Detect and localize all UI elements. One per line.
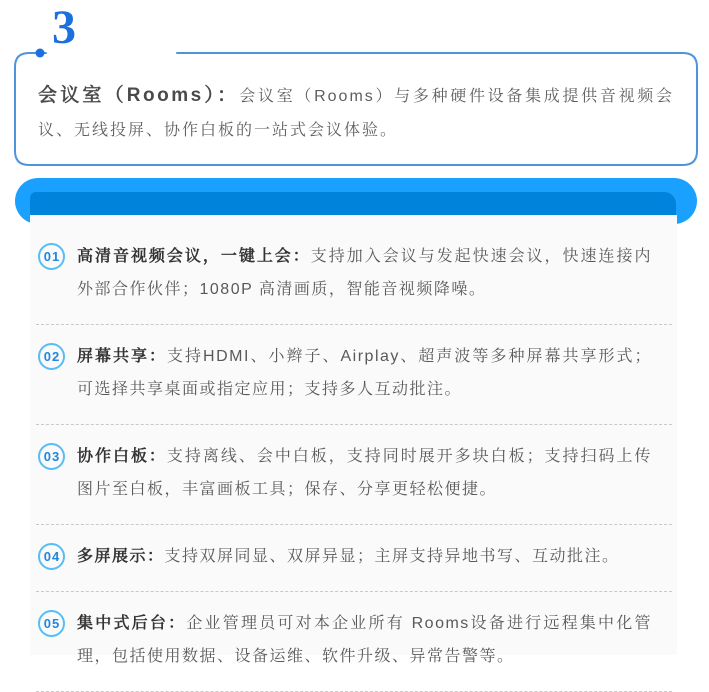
feature-item-1 bbox=[36, 225, 672, 325]
intro-paragraph bbox=[38, 79, 674, 148]
intro-title: 会议室（Rooms）： bbox=[38, 85, 240, 106]
feature-item-5 bbox=[36, 592, 672, 692]
feature-text bbox=[77, 340, 652, 406]
feature-title: 协作白板： bbox=[77, 448, 167, 465]
feature-number-badge: 03 bbox=[38, 443, 65, 470]
feature-number-badge: 04 bbox=[38, 543, 65, 570]
feature-desc: 支持离线、会中白板，支持同时展开多块白板；支持扫码上传图片至白板，丰富画板工具；保存、分享更轻松便捷。 bbox=[77, 448, 652, 498]
feature-text bbox=[77, 240, 652, 306]
feature-title: 屏幕共享： bbox=[77, 348, 168, 365]
feature-desc: 支持HDMI、小辫子、Airplay、超声波等多种屏幕共享形式；可选择共享桌面或指定应用；支持多人互动批注。 bbox=[77, 348, 652, 398]
feature-desc: 支持加入会议与发起快速会议，快速连接内外部合作伙伴；1080P 高清画质，智能音视频降噪。 bbox=[77, 248, 652, 298]
feature-title: 高清音视频会议，一键上会： bbox=[77, 248, 311, 265]
intro-body: 会议室（Rooms）与多种硬件设备集成提供音视频会议、无线投屏、协作白板的一站式会议体验。 bbox=[38, 88, 674, 139]
feature-number-badge: 05 bbox=[38, 610, 65, 637]
feature-item-2 bbox=[36, 325, 672, 425]
section-number: 3 bbox=[52, 1, 76, 54]
feature-item-4 bbox=[36, 525, 672, 592]
feature-title: 多屏展示： bbox=[77, 548, 165, 565]
feature-desc: 企业管理员可对本企业所有 Rooms设备进行远程集中化管理，包括使用数据、设备运维、软件升级、异常告警等。 bbox=[77, 615, 652, 665]
ribbon-foreground-bar bbox=[30, 192, 676, 216]
feature-text bbox=[77, 440, 652, 506]
feature-card bbox=[30, 215, 677, 665]
feature-title: 集中式后台： bbox=[77, 615, 187, 632]
feature-desc: 支持双屏同显、双屏异显；主屏支持异地书写、互动批注。 bbox=[164, 548, 620, 565]
feature-item-3 bbox=[36, 425, 672, 525]
feature-number-badge: 01 bbox=[38, 243, 65, 270]
section-dot-icon bbox=[36, 49, 45, 58]
feature-text bbox=[77, 540, 652, 573]
feature-text bbox=[77, 607, 652, 673]
feature-number-badge: 02 bbox=[38, 343, 65, 370]
